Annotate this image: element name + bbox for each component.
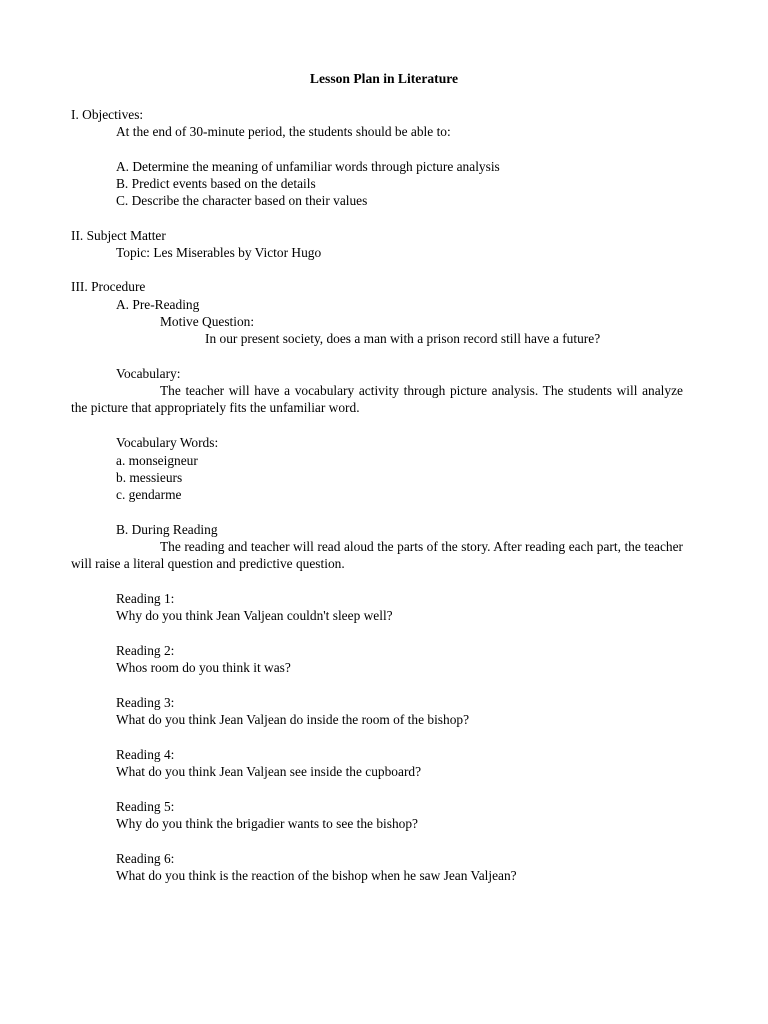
reading-label: Reading 5:: [116, 799, 175, 814]
vocabulary-word: a. monseigneur: [116, 453, 198, 468]
reading-label: Reading 6:: [116, 851, 175, 866]
reading-question: Why do you think the brigadier wants to see the bishop?: [116, 816, 418, 831]
vocabulary-paragraph: The teacher will have a vocabulary activity through picture analysis. The students will analyze the picture that appropriately fits the unfamiliar word.: [71, 383, 683, 416]
reading-question: What do you think Jean Valjean do inside the room of the bishop?: [116, 712, 470, 727]
subject-matter-heading: II. Subject Matter: [71, 228, 166, 243]
reading-question: What do you think Jean Valjean see inside the cupboard?: [116, 764, 422, 779]
objective-item: B. Predict events based on the details: [116, 176, 316, 191]
during-reading-heading: B. During Reading: [116, 522, 218, 537]
reading-question: Whos room do you think it was?: [116, 660, 291, 675]
vocabulary-words-label: Vocabulary Words:: [116, 435, 219, 450]
vocabulary-word: b. messieurs: [116, 470, 183, 485]
motive-question-label: Motive Question:: [160, 314, 255, 329]
vocabulary-label: Vocabulary:: [116, 366, 181, 381]
vocabulary-word: c. gendarme: [116, 487, 182, 502]
pre-reading-heading: A. Pre-Reading: [116, 297, 200, 312]
subject-matter-topic: Topic: Les Miserables by Victor Hugo: [116, 245, 322, 260]
motive-question: In our present society, does a man with a prison record still have a future?: [205, 331, 601, 346]
reading-question: What do you think is the reaction of the bishop when he saw Jean Valjean?: [116, 868, 517, 883]
procedure-heading: III. Procedure: [71, 279, 146, 294]
reading-question: Why do you think Jean Valjean couldn't sleep well?: [116, 608, 393, 623]
reading-label: Reading 1:: [116, 591, 175, 606]
objective-item: A. Determine the meaning of unfamiliar words through picture analysis: [116, 159, 500, 174]
during-reading-paragraph: The reading and teacher will read aloud the parts of the story. After reading each part, the teacher will raise a literal question and predictive question.: [71, 539, 683, 572]
page-title: Lesson Plan in Literature: [309, 71, 459, 86]
objectives-intro: At the end of 30-minute period, the students should be able to:: [116, 124, 451, 139]
reading-label: Reading 2:: [116, 643, 175, 658]
objectives-heading: I. Objectives:: [71, 107, 144, 122]
objective-item: C. Describe the character based on their values: [116, 193, 368, 208]
reading-label: Reading 4:: [116, 747, 175, 762]
reading-label: Reading 3:: [116, 695, 175, 710]
